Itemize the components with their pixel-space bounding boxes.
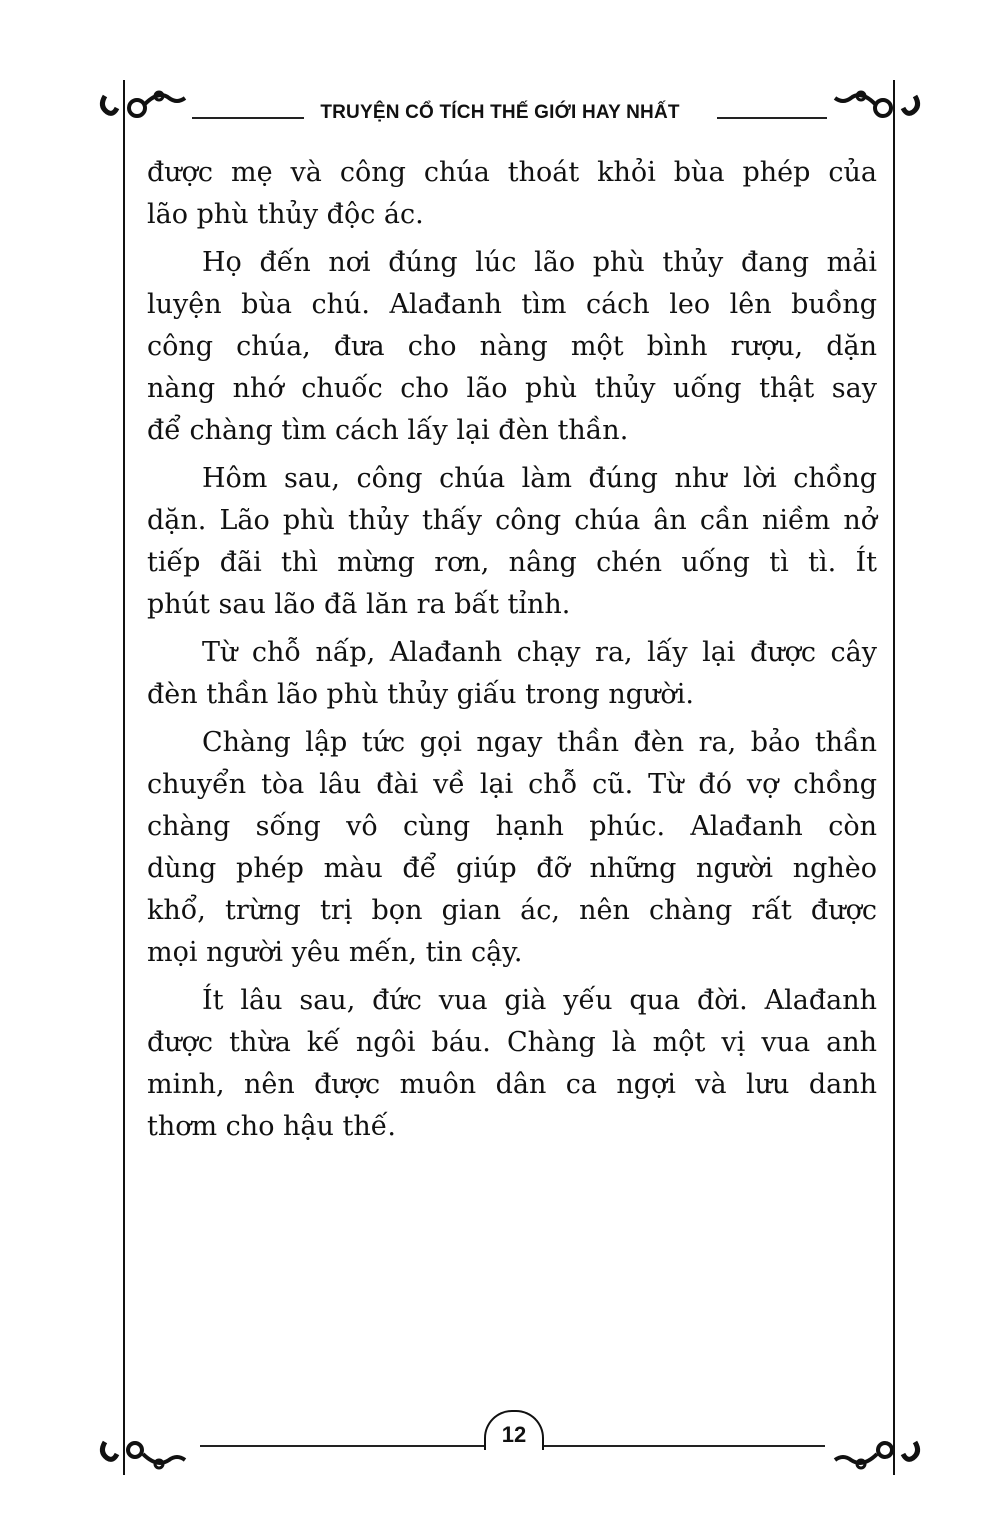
text-line: lão phù thủy độc ác. [147,199,424,230]
body-text [147,152,877,1154]
text-line: chuyển tòa lâu đài về lại chỗ cũ. Từ đó vợ chồng [147,769,877,800]
paragraph [147,242,877,452]
text-line: mọi người yêu mến, tin cậy. [147,937,523,968]
paragraph [147,458,877,626]
text-line: chàng sống vô cùng hạnh phúc. Alađanh còn [147,811,877,842]
text-line: thơm cho hậu thế. [147,1111,396,1142]
text-line: đèn thần lão phù thủy giấu trong người. [147,679,694,710]
ornament-bottom-right-icon [825,1428,925,1478]
text-line: được thừa kế ngôi báu. Chàng là một vị vua anh [147,1027,877,1058]
text-line: Hôm sau, công chúa làm đúng như lời chồng [202,463,877,494]
text-line: minh, nên được muôn dân ca ngợi và lưu danh [147,1069,877,1100]
frame-right-border [893,80,895,1475]
paragraph [147,152,877,236]
text-line: khổ, trừng trị bọn gian ác, nên chàng rất được [147,895,877,926]
page-number: 12 [484,1410,544,1450]
text-line: luyện bùa chú. Alađanh tìm cách leo lên buồng [147,289,877,320]
text-line: dùng phép màu để giúp đỡ những người nghèo [147,853,877,884]
text-line: để chàng tìm cách lấy lại đèn thần. [147,415,629,446]
paragraph [147,722,877,974]
text-line: Ít lâu sau, đức vua già yếu qua đời. Alađanh [202,985,877,1016]
running-header-title: TRUYỆN CỔ TÍCH THẾ GIỚI HAY NHẤT [320,102,680,123]
text-line: được mẹ và công chúa thoát khỏi bùa phép của [147,157,877,188]
paragraph [147,980,877,1148]
text-line: Từ chỗ nấp, Alađanh chạy ra, lấy lại được cây [202,637,877,668]
frame-left-border [123,80,125,1475]
text-line: nàng nhớ chuốc cho lão phù thủy uống thật say [147,373,877,404]
text-line: dặn. Lão phù thủy thấy công chúa ân cần niềm nở [147,505,877,536]
text-line: phút sau lão đã lăn ra bất tỉnh. [147,589,571,620]
text-line: tiếp đãi thì mừng rơn, nâng chén uống tì tì. Ít [147,547,877,578]
text-line: công chúa, đưa cho nàng một bình rượu, dặn [147,331,877,362]
ornament-bottom-left-icon [95,1428,195,1478]
paragraph [147,632,877,716]
text-line: Chàng lập tức gọi ngay thần đèn ra, bảo thần [202,727,877,758]
text-line: Họ đến nơi đúng lúc lão phù thủy đang mải [202,247,877,278]
